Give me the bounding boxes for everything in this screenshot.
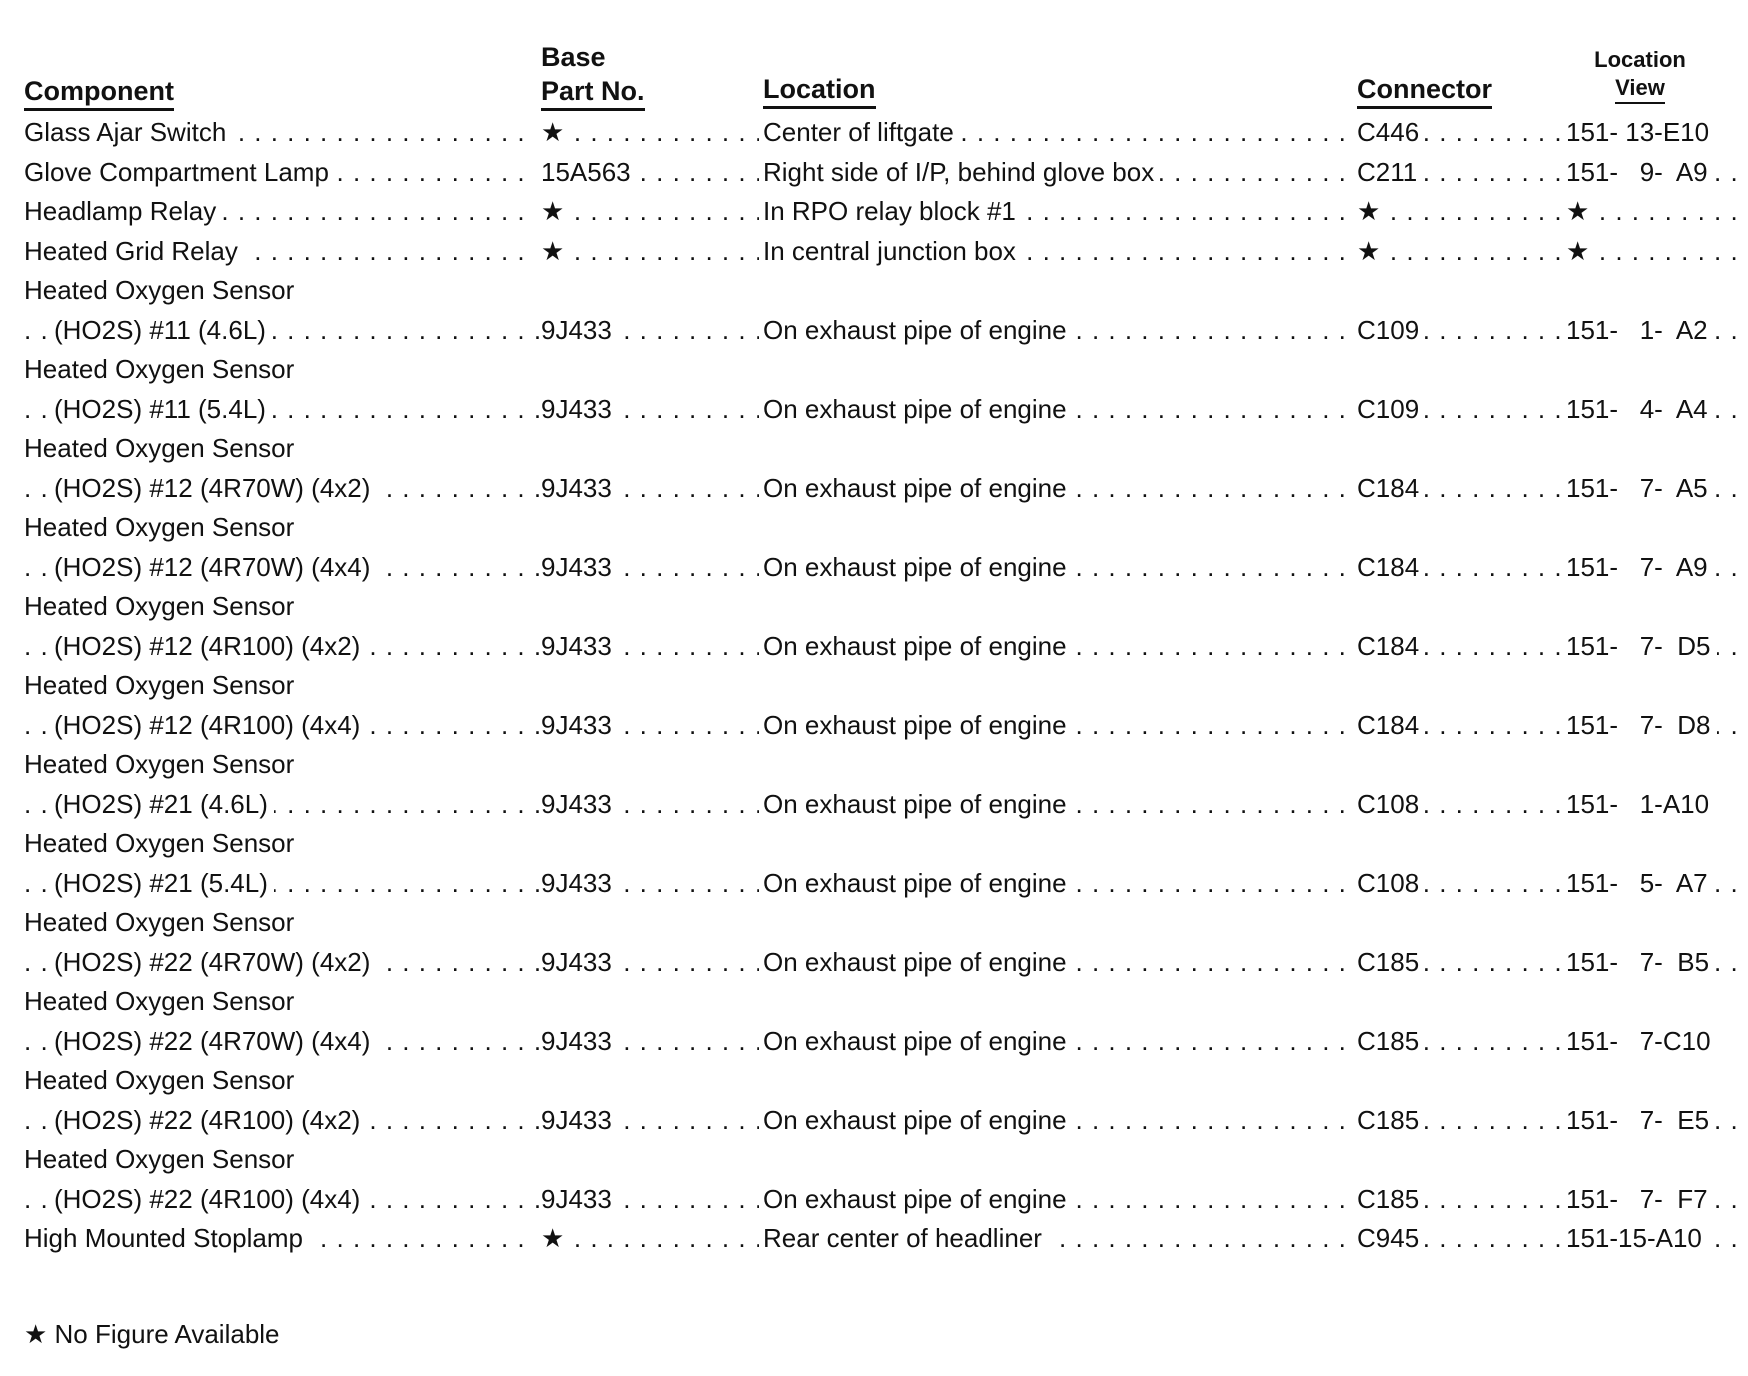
connector-cell bbox=[1357, 271, 1563, 311]
component-cell: Heated Oxygen Sensor bbox=[24, 350, 536, 390]
table-row bbox=[0, 311, 1748, 351]
location-view-cell bbox=[1566, 824, 1746, 864]
connector-cell: C184 . . . bbox=[1357, 548, 1563, 588]
component-cell: Heated Oxygen Sensor bbox=[24, 508, 536, 548]
header-component: Component bbox=[24, 74, 174, 111]
connector-cell: C945 . . . bbox=[1357, 1219, 1563, 1259]
part-number-cell: 9J433 . . . bbox=[541, 785, 759, 825]
component-cell: (HO2S) #22 (4R70W) (4x2) . . . bbox=[24, 943, 566, 983]
location-cell bbox=[763, 1140, 1352, 1180]
table-body bbox=[0, 113, 1748, 1259]
component-cell: Heated Oxygen Sensor bbox=[24, 587, 536, 627]
location-view-cell bbox=[1566, 1061, 1746, 1101]
component-cell: Heated Oxygen Sensor bbox=[24, 271, 536, 311]
part-number-cell: 9J433 . . . bbox=[541, 943, 759, 983]
table-row bbox=[0, 1140, 1748, 1180]
location-cell: On exhaust pipe of engine . . . bbox=[763, 706, 1352, 746]
component-cell: Headlamp Relay . . . bbox=[24, 192, 536, 232]
location-view-cell: 151- 4- A4 . . . bbox=[1566, 390, 1746, 430]
connector-cell bbox=[1357, 982, 1563, 1022]
location-cell: In central junction box . . . bbox=[763, 232, 1352, 272]
table-row bbox=[0, 1180, 1748, 1220]
connector-cell: C109 . . . bbox=[1357, 390, 1563, 430]
table-row bbox=[0, 390, 1748, 430]
table-row bbox=[0, 548, 1748, 588]
location-cell: On exhaust pipe of engine . . . bbox=[763, 548, 1352, 588]
table-row bbox=[0, 192, 1748, 232]
location-cell: On exhaust pipe of engine . . . bbox=[763, 311, 1352, 351]
location-cell bbox=[763, 429, 1352, 469]
part-number-cell: 9J433 . . . bbox=[541, 627, 759, 667]
location-view-cell bbox=[1566, 982, 1746, 1022]
table-row bbox=[0, 666, 1748, 706]
component-cell: Heated Oxygen Sensor bbox=[24, 429, 536, 469]
location-cell: On exhaust pipe of engine . . . bbox=[763, 1022, 1352, 1062]
location-cell: On exhaust pipe of engine . . . bbox=[763, 943, 1352, 983]
connector-cell: C184 . . . bbox=[1357, 706, 1563, 746]
location-view-cell bbox=[1566, 666, 1746, 706]
location-view-cell: 151- 7- D5 . . . bbox=[1566, 627, 1746, 667]
component-cell: Glass Ajar Switch . . . bbox=[24, 113, 536, 153]
location-cell bbox=[763, 508, 1352, 548]
component-cell: Heated Oxygen Sensor bbox=[24, 824, 536, 864]
component-cell: (HO2S) #22 (4R100) (4x4) . . . bbox=[24, 1180, 566, 1220]
location-view-cell bbox=[1566, 903, 1746, 943]
component-cell: Heated Oxygen Sensor bbox=[24, 1061, 536, 1101]
component-cell: (HO2S) #21 (4.6L) . . . bbox=[24, 785, 566, 825]
table-row bbox=[0, 1101, 1748, 1141]
connector-cell: C184 . . . bbox=[1357, 469, 1563, 509]
part-number-cell bbox=[541, 350, 759, 390]
component-cell: Heated Oxygen Sensor bbox=[24, 745, 536, 785]
part-number-cell bbox=[541, 429, 759, 469]
part-number-cell bbox=[541, 824, 759, 864]
location-cell bbox=[763, 587, 1352, 627]
part-number-cell: 9J433 . . . bbox=[541, 1022, 759, 1062]
table-row bbox=[0, 785, 1748, 825]
location-view-cell: 151- 7-C10 bbox=[1566, 1022, 1746, 1062]
part-number-cell: 9J433 . . . bbox=[541, 311, 759, 351]
connector-cell: C108 . . . bbox=[1357, 864, 1563, 904]
part-number-cell: ★ . . . bbox=[541, 1219, 759, 1259]
table-row bbox=[0, 982, 1748, 1022]
table-row bbox=[0, 1022, 1748, 1062]
location-view-cell: 151-15-A10 . . . bbox=[1566, 1219, 1746, 1259]
part-number-cell bbox=[541, 587, 759, 627]
location-cell: On exhaust pipe of engine . . . bbox=[763, 785, 1352, 825]
table-row bbox=[0, 429, 1748, 469]
location-view-cell: 151- 13-E10 bbox=[1566, 113, 1746, 153]
connector-cell bbox=[1357, 1140, 1563, 1180]
location-cell: On exhaust pipe of engine . . . bbox=[763, 1101, 1352, 1141]
location-cell: On exhaust pipe of engine . . . bbox=[763, 390, 1352, 430]
location-cell: Right side of I/P, behind glove box . . . bbox=[763, 153, 1352, 193]
location-view-cell bbox=[1566, 587, 1746, 627]
connector-cell: C108 . . . bbox=[1357, 785, 1563, 825]
table-row bbox=[0, 627, 1748, 667]
location-view-cell bbox=[1566, 1140, 1746, 1180]
table-row bbox=[0, 864, 1748, 904]
component-cell: Heated Grid Relay . . . bbox=[24, 232, 536, 272]
connector-cell: C185 . . . bbox=[1357, 1022, 1563, 1062]
location-cell: On exhaust pipe of engine . . . bbox=[763, 469, 1352, 509]
part-number-cell bbox=[541, 745, 759, 785]
location-view-cell: 151- 9- A9 . . . bbox=[1566, 153, 1746, 193]
connector-cell bbox=[1357, 745, 1563, 785]
connector-cell bbox=[1357, 429, 1563, 469]
location-view-cell: 151- 7- A5 . . . bbox=[1566, 469, 1746, 509]
location-view-cell bbox=[1566, 271, 1746, 311]
location-cell bbox=[763, 982, 1352, 1022]
location-cell bbox=[763, 1061, 1352, 1101]
component-cell: (HO2S) #12 (4R70W) (4x4) . . . bbox=[24, 548, 566, 588]
location-cell: On exhaust pipe of engine . . . bbox=[763, 627, 1352, 667]
part-number-cell: 9J433 . . . bbox=[541, 864, 759, 904]
component-cell: (HO2S) #11 (4.6L) . . . bbox=[24, 311, 566, 351]
connector-cell bbox=[1357, 666, 1563, 706]
component-cell: Glove Compartment Lamp . . . bbox=[24, 153, 536, 193]
part-number-cell bbox=[541, 508, 759, 548]
location-cell bbox=[763, 745, 1352, 785]
location-cell bbox=[763, 350, 1352, 390]
location-view-cell: ★ . . . bbox=[1566, 192, 1746, 232]
part-number-cell bbox=[541, 982, 759, 1022]
connector-cell bbox=[1357, 1061, 1563, 1101]
location-view-cell: 151- 1- A2 . . . bbox=[1566, 311, 1746, 351]
connector-cell: ★ . . . bbox=[1357, 192, 1563, 232]
location-view-cell: 151- 7- B5 . . . bbox=[1566, 943, 1746, 983]
connector-cell bbox=[1357, 587, 1563, 627]
part-number-cell: 15A563 . . . bbox=[541, 153, 759, 193]
connector-cell: C185 . . . bbox=[1357, 1180, 1563, 1220]
part-number-cell: 9J433 . . . bbox=[541, 1101, 759, 1141]
component-cell: Heated Oxygen Sensor bbox=[24, 903, 536, 943]
location-cell: On exhaust pipe of engine . . . bbox=[763, 864, 1352, 904]
header-connector: Connector bbox=[1357, 72, 1492, 109]
header-base-part-no: Base Part No. bbox=[541, 40, 645, 111]
component-cell: Heated Oxygen Sensor bbox=[24, 666, 536, 706]
location-view-cell: 151- 7- A9 . . . bbox=[1566, 548, 1746, 588]
location-cell: Rear center of headliner . . . bbox=[763, 1219, 1352, 1259]
connector-cell: C109 . . . bbox=[1357, 311, 1563, 351]
part-number-cell: 9J433 . . . bbox=[541, 706, 759, 746]
connector-cell: C446 . . . bbox=[1357, 113, 1563, 153]
connector-cell bbox=[1357, 508, 1563, 548]
component-cell: (HO2S) #12 (4R100) (4x4) . . . bbox=[24, 706, 566, 746]
table-row bbox=[0, 350, 1748, 390]
location-cell: In RPO relay block #1 . . . bbox=[763, 192, 1352, 232]
part-number-cell: 9J433 . . . bbox=[541, 390, 759, 430]
location-view-cell: 151- 5- A7 . . . bbox=[1566, 864, 1746, 904]
table-row bbox=[0, 232, 1748, 272]
table-row bbox=[0, 1061, 1748, 1101]
footnote: ★ No Figure Available bbox=[24, 1319, 280, 1349]
connector-cell: C185 . . . bbox=[1357, 943, 1563, 983]
part-number-cell: ★ . . . bbox=[541, 192, 759, 232]
table-row bbox=[0, 153, 1748, 193]
part-number-cell: 9J433 . . . bbox=[541, 1180, 759, 1220]
component-cell: (HO2S) #22 (4R70W) (4x4) . . . bbox=[24, 1022, 566, 1062]
table-row bbox=[0, 1219, 1748, 1259]
component-cell: (HO2S) #22 (4R100) (4x2) . . . bbox=[24, 1101, 566, 1141]
part-number-cell bbox=[541, 903, 759, 943]
connector-cell bbox=[1357, 903, 1563, 943]
connector-cell: C184 . . . bbox=[1357, 627, 1563, 667]
location-cell: Center of liftgate . . . bbox=[763, 113, 1352, 153]
part-number-cell bbox=[541, 1061, 759, 1101]
part-number-cell bbox=[541, 1140, 759, 1180]
location-view-cell: 151- 7- F7 . . . bbox=[1566, 1180, 1746, 1220]
location-view-cell: 151- 1-A10 bbox=[1566, 785, 1746, 825]
header-location-view: Location View bbox=[1540, 46, 1740, 104]
component-cell: (HO2S) #12 (4R100) (4x2) . . . bbox=[24, 627, 566, 667]
table-row bbox=[0, 508, 1748, 548]
location-cell bbox=[763, 903, 1352, 943]
table-row bbox=[0, 706, 1748, 746]
location-view-cell: 151- 7- E5 . . . bbox=[1566, 1101, 1746, 1141]
component-cell: Heated Oxygen Sensor bbox=[24, 1140, 536, 1180]
table-row bbox=[0, 745, 1748, 785]
component-cell: (HO2S) #21 (5.4L) . . . bbox=[24, 864, 566, 904]
table-row bbox=[0, 824, 1748, 864]
part-number-cell bbox=[541, 271, 759, 311]
part-number-cell bbox=[541, 666, 759, 706]
part-number-cell: 9J433 . . . bbox=[541, 548, 759, 588]
table-row bbox=[0, 943, 1748, 983]
connector-cell bbox=[1357, 350, 1563, 390]
component-cell: (HO2S) #11 (5.4L) . . . bbox=[24, 390, 566, 430]
location-view-cell: 151- 7- D8 . . . bbox=[1566, 706, 1746, 746]
table-header bbox=[0, 38, 1748, 118]
part-number-cell: ★ . . . bbox=[541, 113, 759, 153]
location-view-cell: ★ . . . bbox=[1566, 232, 1746, 272]
location-cell bbox=[763, 666, 1352, 706]
connector-cell bbox=[1357, 824, 1563, 864]
location-view-cell bbox=[1566, 350, 1746, 390]
table-row bbox=[0, 271, 1748, 311]
location-cell bbox=[763, 824, 1352, 864]
location-cell bbox=[763, 271, 1352, 311]
location-view-cell bbox=[1566, 745, 1746, 785]
location-view-cell bbox=[1566, 508, 1746, 548]
table-row bbox=[0, 469, 1748, 509]
location-view-cell bbox=[1566, 429, 1746, 469]
table-row bbox=[0, 903, 1748, 943]
table-row bbox=[0, 113, 1748, 153]
table-row bbox=[0, 587, 1748, 627]
component-cell: (HO2S) #12 (4R70W) (4x2) . . . bbox=[24, 469, 566, 509]
component-cell: Heated Oxygen Sensor bbox=[24, 982, 536, 1022]
location-cell: On exhaust pipe of engine . . . bbox=[763, 1180, 1352, 1220]
connector-cell: ★ . . . bbox=[1357, 232, 1563, 272]
component-cell: High Mounted Stoplamp . . . bbox=[24, 1219, 536, 1259]
part-number-cell: ★ . . . bbox=[541, 232, 759, 272]
connector-cell: C211 . . . bbox=[1357, 153, 1563, 193]
connector-cell: C185 . . . bbox=[1357, 1101, 1563, 1141]
header-location: Location bbox=[763, 72, 876, 109]
part-number-cell: 9J433 . . . bbox=[541, 469, 759, 509]
